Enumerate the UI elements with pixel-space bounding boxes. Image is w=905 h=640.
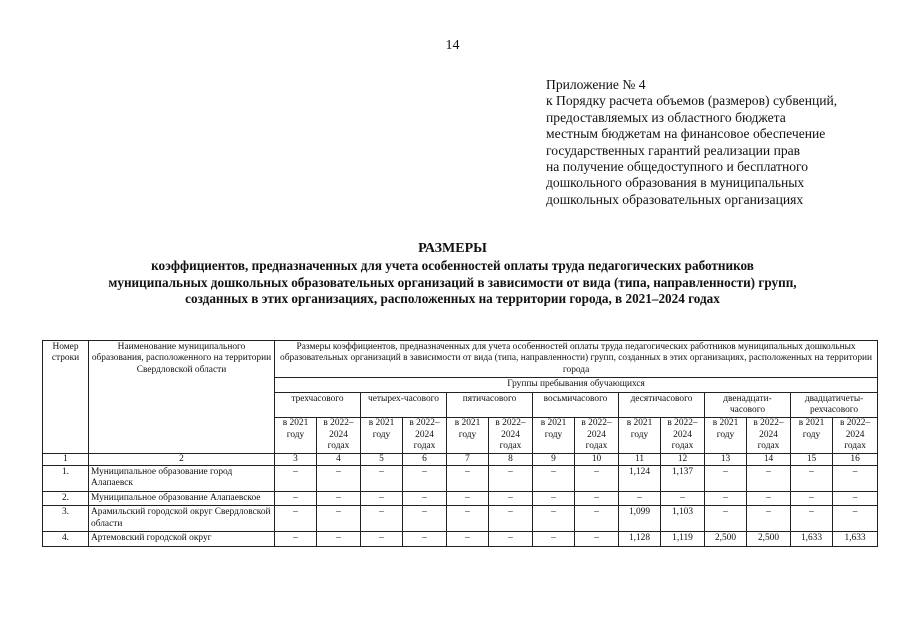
- cell-value: –: [489, 532, 533, 546]
- document-title: РАЗМЕРЫ: [418, 241, 487, 256]
- year-2022-2024: в 2022–2024 годах: [489, 418, 533, 453]
- row-number: 1.: [43, 466, 89, 492]
- cell-value: –: [489, 491, 533, 505]
- cell-value: –: [447, 532, 489, 546]
- cell-value: –: [791, 506, 833, 532]
- cell-value: –: [575, 532, 619, 546]
- year-2022-2024: в 2022–2024 годах: [575, 418, 619, 453]
- cell-value: –: [275, 491, 317, 505]
- cell-value: 1,124: [619, 466, 661, 492]
- cell-value: –: [791, 491, 833, 505]
- cell-value: –: [533, 506, 575, 532]
- cell-value: –: [403, 506, 447, 532]
- cell-value: –: [833, 491, 878, 505]
- cell-value: –: [575, 491, 619, 505]
- cell-value: –: [575, 466, 619, 492]
- cell-value: –: [403, 491, 447, 505]
- column-number: 9: [533, 453, 575, 465]
- cell-value: –: [361, 532, 403, 546]
- cell-value: 1,128: [619, 532, 661, 546]
- cell-value: –: [275, 466, 317, 492]
- appendix-line: местным бюджетам на финансовое обеспечение: [546, 126, 826, 142]
- cell-value: –: [533, 532, 575, 546]
- cell-value: –: [747, 506, 791, 532]
- cell-value: –: [317, 532, 361, 546]
- cell-value: –: [317, 506, 361, 532]
- cell-value: –: [747, 491, 791, 505]
- column-number: 10: [575, 453, 619, 465]
- column-number: 1: [43, 453, 89, 465]
- group-10h: десятичасового: [619, 392, 705, 418]
- cell-value: –: [447, 491, 489, 505]
- cell-value: –: [705, 506, 747, 532]
- municipality-name: Арамильский городской округ Свердловской области: [89, 506, 275, 532]
- cell-value: 2,500: [705, 532, 747, 546]
- cell-value: 1,137: [661, 466, 705, 492]
- cell-value: –: [361, 491, 403, 505]
- year-2021: в 2021 году: [275, 418, 317, 453]
- cell-value: –: [275, 506, 317, 532]
- municipality-name: Муниципальное образование Алапаевское: [89, 491, 275, 505]
- subtitle-line: созданных в этих организациях, расположенных на территории города, в 2021–2024 годах: [185, 291, 720, 306]
- header-municipality-name: Наименование муниципального образования, расположенного на территории Свердловской области: [89, 341, 275, 454]
- cell-value: –: [447, 466, 489, 492]
- cell-value: –: [403, 466, 447, 492]
- table-row: [43, 532, 878, 546]
- column-number: 8: [489, 453, 533, 465]
- column-number: 7: [447, 453, 489, 465]
- group-5h: пятичасового: [447, 392, 533, 418]
- subtitle-line: муниципальных дошкольных образовательных организаций в зависимости от вида (типа, направленности) групп,: [108, 274, 797, 290]
- column-number: 5: [361, 453, 403, 465]
- cell-value: –: [705, 466, 747, 492]
- appendix-line: на получение общедоступного и бесплатного: [546, 159, 809, 175]
- cell-value: 1,103: [661, 506, 705, 532]
- year-2021: в 2021 году: [447, 418, 489, 453]
- year-2022-2024: в 2022–2024 годах: [747, 418, 791, 453]
- municipality-name: Артемовский городской округ: [89, 532, 275, 546]
- cell-value: –: [489, 506, 533, 532]
- column-number: 6: [403, 453, 447, 465]
- cell-value: –: [317, 491, 361, 505]
- appendix-line: государственных гарантий реализации прав: [546, 142, 801, 158]
- group-8h: восьмичасового: [533, 392, 619, 418]
- document-subtitle: [0, 258, 905, 308]
- cell-value: –: [361, 506, 403, 532]
- cell-value: 1,119: [661, 532, 705, 546]
- cell-value: –: [317, 466, 361, 492]
- column-number: 13: [705, 453, 747, 465]
- column-number: 2: [89, 453, 275, 465]
- row-number: 3.: [43, 506, 89, 532]
- coefficients-table: [42, 340, 878, 547]
- table-row: [43, 491, 878, 505]
- cell-value: 1,633: [791, 532, 833, 546]
- group-24h: двадцатичеты-рехчасового: [791, 392, 878, 418]
- year-2021: в 2021 году: [619, 418, 661, 453]
- cell-value: –: [533, 491, 575, 505]
- cell-value: 1,099: [619, 506, 661, 532]
- year-2022-2024: в 2022–2024 годах: [403, 418, 447, 453]
- table-row: [43, 506, 878, 532]
- cell-value: –: [361, 466, 403, 492]
- cell-value: –: [275, 532, 317, 546]
- cell-value: –: [661, 491, 705, 505]
- cell-value: –: [833, 506, 878, 532]
- group-3h: трехчасового: [275, 392, 361, 418]
- table-row: [43, 466, 878, 492]
- appendix-line: к Порядку расчета объемов (размеров) субвенций,: [546, 93, 838, 109]
- appendix-reference: [546, 77, 896, 208]
- cell-value: –: [403, 532, 447, 546]
- column-number: 4: [317, 453, 361, 465]
- cell-value: 2,500: [747, 532, 791, 546]
- cell-value: –: [489, 466, 533, 492]
- column-number: 14: [747, 453, 791, 465]
- column-number: 12: [661, 453, 705, 465]
- column-number: 16: [833, 453, 878, 465]
- page-number: 14: [445, 38, 460, 53]
- group-4h: четырех-часового: [361, 392, 447, 418]
- cell-value: 1,633: [833, 532, 878, 546]
- year-2021: в 2021 году: [361, 418, 403, 453]
- row-number: 2.: [43, 491, 89, 505]
- appendix-line: дошкольных образовательных организациях: [546, 191, 804, 207]
- cell-value: –: [747, 466, 791, 492]
- header-row-number: Номер строки: [43, 341, 89, 454]
- cell-value: –: [705, 491, 747, 505]
- appendix-line: дошкольного образования в муниципальных: [546, 175, 805, 191]
- group-12h: двенадцати-часового: [705, 392, 791, 418]
- year-2021: в 2021 году: [533, 418, 575, 453]
- header-groups: Группы пребывания обучающихся: [275, 378, 878, 392]
- year-2021: в 2021 году: [791, 418, 833, 453]
- subtitle-line: коэффициентов, предназначенных для учета особенностей оплаты труда педагогических работников: [151, 258, 754, 273]
- cell-value: –: [533, 466, 575, 492]
- municipality-name: Муниципальное образование город Алапаевск: [89, 466, 275, 492]
- year-2022-2024: в 2022–2024 годах: [661, 418, 705, 453]
- appendix-line: предоставляемых из областного бюджета: [546, 109, 786, 125]
- year-2021: в 2021 году: [705, 418, 747, 453]
- year-2022-2024: в 2022–2024 годах: [317, 418, 361, 453]
- column-number: 3: [275, 453, 317, 465]
- cell-value: –: [619, 491, 661, 505]
- column-number: 11: [619, 453, 661, 465]
- cell-value: –: [575, 506, 619, 532]
- row-number: 4.: [43, 532, 89, 546]
- header-coefficient-sizes: Размеры коэффициентов, предназначенных для учета особенностей оплаты труда педагогических работников муниципальных дошкольных образовательных организаций в зависимости от вида (типа, направленности) групп, созданных в этих организациях, расположенных на территории города: [275, 341, 878, 378]
- cell-value: –: [791, 466, 833, 492]
- year-2022-2024: в 2022–2024 годах: [833, 418, 878, 453]
- column-number: 15: [791, 453, 833, 465]
- cell-value: –: [447, 506, 489, 532]
- appendix-line: Приложение № 4: [546, 77, 646, 92]
- cell-value: –: [833, 466, 878, 492]
